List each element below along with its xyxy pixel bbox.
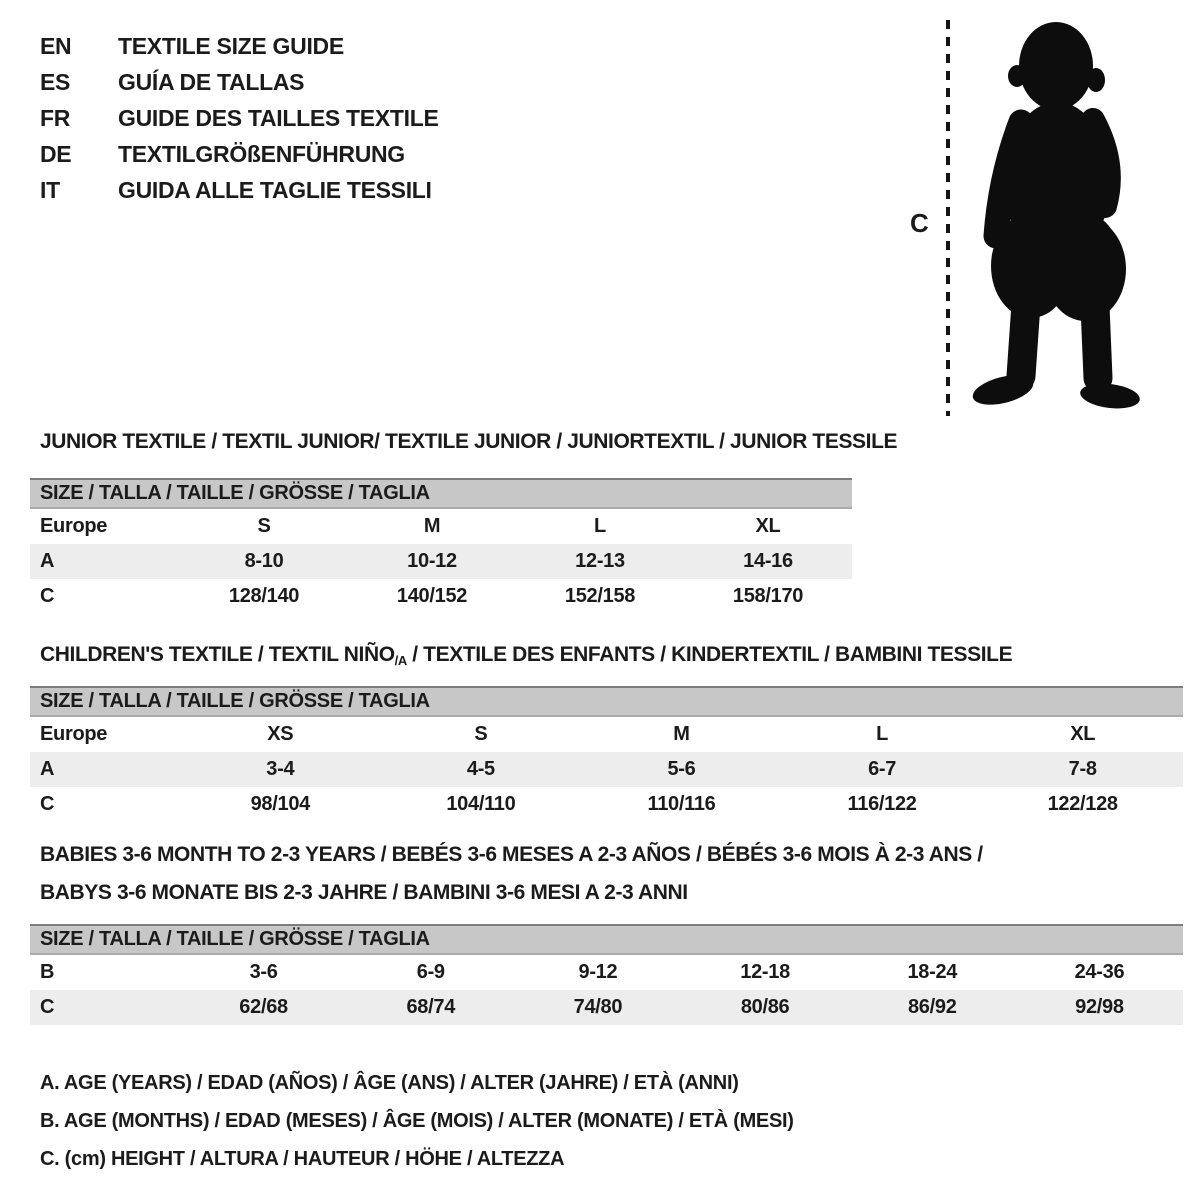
babies-size-header-band: SIZE / TALLA / TAILLE / GRÖSSE / TAGLIA: [30, 924, 1183, 955]
lang-row-fr: [40, 100, 439, 136]
row-label: Europe: [40, 723, 108, 745]
row-label: A: [40, 550, 55, 572]
language-title-block: [40, 28, 439, 208]
legend-line-age-months: B. AGE (MONTHS) / EDAD (MESES) / ÂGE (MOIS) / ALTER (MONATE) / ETÀ (MESI): [40, 1110, 794, 1132]
table-cell: 152/158: [564, 585, 636, 607]
table-cell: 24-36: [1074, 961, 1125, 983]
table-cell: L: [876, 723, 889, 745]
table-cell: 8-10: [244, 550, 284, 572]
babies-section-title-line2: BABYS 3-6 MONATE BIS 2-3 JAHRE / BAMBINI 3-6 MESI A 2-3 ANNI: [40, 881, 688, 904]
table-cell: 80/86: [740, 996, 790, 1018]
table-cell: 158/170: [732, 585, 804, 607]
lang-label-de: TEXTILGRÖßENFÜHRUNG: [118, 141, 405, 167]
row-label: C: [40, 996, 55, 1018]
table-cell: 12-13: [575, 550, 625, 572]
table-row: [30, 955, 1183, 990]
lang-code-de: DE: [40, 141, 72, 167]
babies-size-table: [30, 924, 1183, 1025]
table-cell: L: [594, 515, 606, 537]
table-cell: 74/80: [573, 996, 623, 1018]
table-cell: 6-9: [416, 961, 445, 983]
table-cell: M: [423, 515, 441, 537]
table-row: [30, 787, 1183, 822]
lang-code-es: ES: [40, 69, 71, 95]
table-cell: 86/92: [907, 996, 957, 1018]
table-row: [30, 579, 852, 614]
row-label: Europe: [40, 515, 108, 537]
table-cell: XS: [267, 723, 294, 745]
table-row: [30, 990, 1183, 1025]
lang-code-en: EN: [40, 33, 72, 59]
table-cell: S: [474, 723, 488, 745]
lang-label-it: GUIDA ALLE TAGLIE TESSILI: [118, 177, 432, 203]
table-cell: 5-6: [667, 758, 696, 780]
table-cell: 104/110: [446, 793, 516, 815]
row-label: A: [40, 758, 55, 780]
lang-label-en: TEXTILE SIZE GUIDE: [118, 33, 344, 59]
table-cell: 128/140: [228, 585, 300, 607]
toddler-silhouette-icon: [972, 14, 1144, 414]
table-cell: 98/104: [250, 793, 310, 815]
table-row: [30, 717, 1183, 752]
table-cell: XL: [1070, 723, 1096, 745]
table-cell: 116/122: [847, 793, 917, 815]
children-title-suffix: / TEXTILE DES ENFANTS / KINDERTEXTIL / BAMBINI TESSILE: [406, 643, 1013, 666]
children-title-prefix: CHILDREN'S TEXTILE / TEXTIL NIÑO: [40, 643, 395, 666]
table-cell: 18-24: [907, 961, 958, 983]
figure-area: [902, 10, 1182, 422]
babies-section-title-line1: BABIES 3-6 MONTH TO 2-3 YEARS / BEBÉS 3-6 MESES A 2-3 AÑOS / BÉBÉS 3-6 MOIS À 2-3 ANS /: [40, 843, 983, 866]
children-section-title: [40, 643, 1012, 667]
row-label: B: [40, 961, 55, 983]
table-cell: M: [673, 723, 690, 745]
table-cell: 110/116: [647, 793, 716, 815]
table-cell: 122/128: [1047, 793, 1118, 815]
junior-section-title: JUNIOR TEXTILE / TEXTIL JUNIOR/ TEXTILE JUNIOR / JUNIORTEXTIL / JUNIOR TESSILE: [40, 430, 898, 453]
children-title-subscript: /A: [394, 653, 407, 668]
table-cell: 12-18: [740, 961, 790, 983]
table-cell: XL: [755, 515, 781, 537]
table-cell: 10-12: [407, 550, 457, 572]
legend-line-age-years: A. AGE (YEARS) / EDAD (AÑOS) / ÂGE (ANS) / ALTER (JAHRE) / ETÀ (ANNI): [40, 1072, 739, 1094]
lang-row-de: [40, 136, 439, 172]
table-cell: 140/152: [396, 585, 468, 607]
height-measure-label: C: [910, 208, 929, 238]
table-cell: 3-6: [249, 961, 278, 983]
lang-row-it: [40, 172, 439, 208]
junior-size-header-band: SIZE / TALLA / TAILLE / GRÖSSE / TAGLIA: [30, 478, 852, 509]
row-label: C: [40, 585, 55, 607]
table-row: [30, 509, 852, 544]
lang-code-fr: FR: [40, 105, 71, 131]
table-cell: 62/68: [239, 996, 288, 1018]
table-cell: 14-16: [743, 550, 793, 572]
table-cell: 6-7: [868, 758, 897, 780]
legend-line-height-cm: C. (cm) HEIGHT / ALTURA / HAUTEUR / HÖHE / ALTEZZA: [40, 1148, 565, 1170]
table-cell: 92/98: [1075, 996, 1124, 1018]
height-measure-dashed-line: [946, 20, 950, 416]
lang-label-fr: GUIDE DES TAILLES TEXTILE: [118, 105, 439, 131]
lang-row-en: [40, 28, 439, 64]
table-cell: 4-5: [466, 758, 495, 780]
table-cell: S: [257, 515, 271, 537]
junior-size-table: [30, 478, 852, 614]
lang-label-es: GUÍA DE TALLAS: [118, 69, 305, 95]
table-row: [30, 544, 852, 579]
table-row: [30, 752, 1183, 787]
table-cell: 3-4: [266, 758, 295, 780]
children-size-header-band: SIZE / TALLA / TAILLE / GRÖSSE / TAGLIA: [30, 686, 1183, 717]
table-cell: 9-12: [578, 961, 618, 983]
table-cell: 68/74: [406, 996, 456, 1018]
lang-code-it: IT: [40, 177, 60, 203]
children-size-table: [30, 686, 1183, 822]
row-label: C: [40, 793, 55, 815]
table-cell: 7-8: [1068, 758, 1097, 780]
lang-row-es: [40, 64, 439, 100]
